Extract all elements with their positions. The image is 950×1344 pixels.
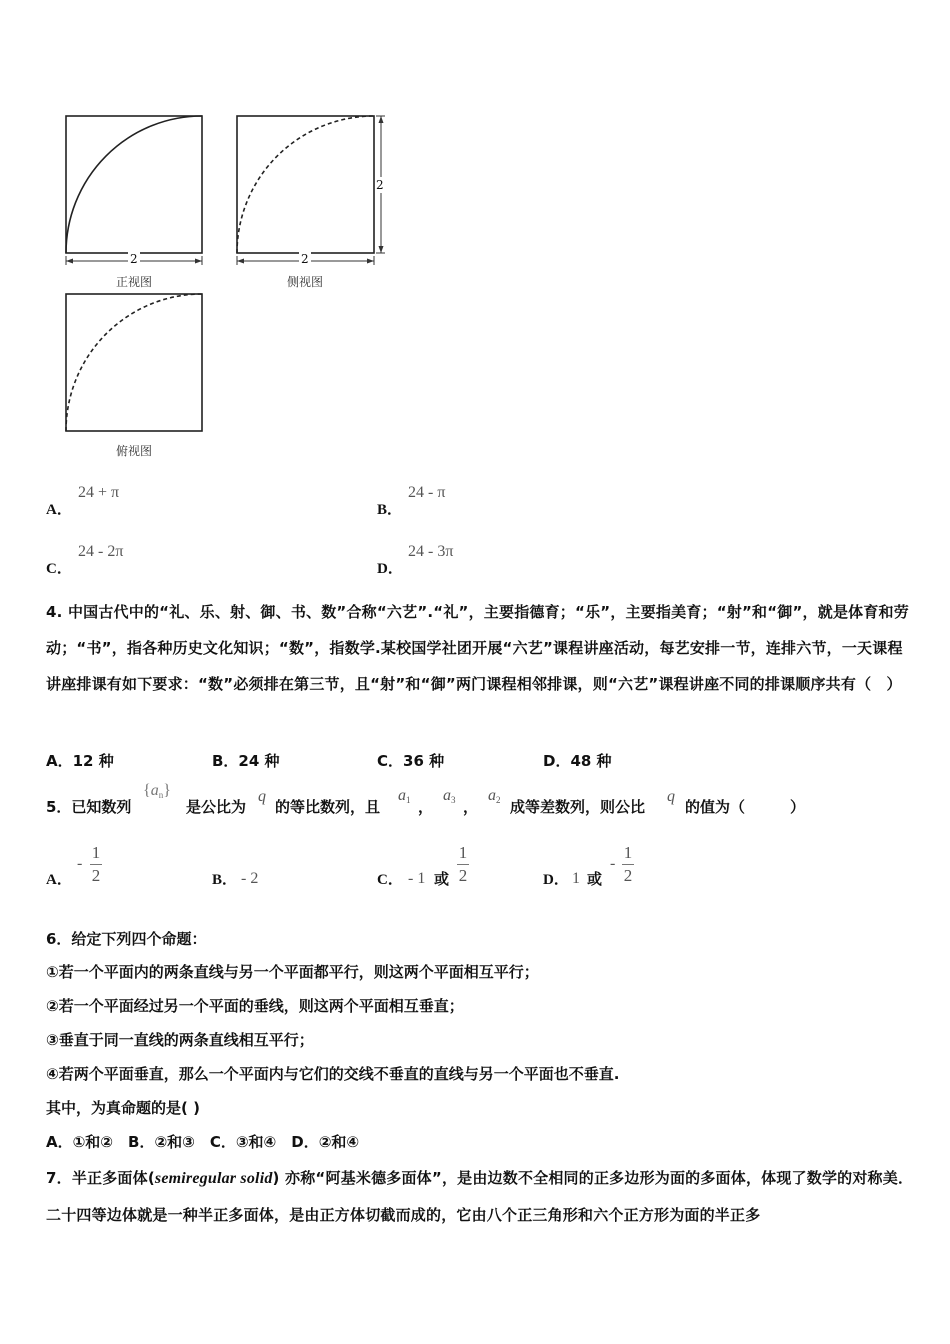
q5-part3: 的等比数列，且 [275, 798, 381, 816]
q4-option-b: B．24 种 [212, 752, 280, 770]
q6-options: A．①和② B．②和③ C．③和④ D．②和④ [46, 1133, 360, 1151]
side-view [237, 116, 385, 265]
q5-part5: 的值为（ ） [685, 798, 806, 816]
q5-part1: 5．已知数列 [46, 798, 132, 816]
front-dim-label: 2 [130, 252, 138, 266]
q3-option-c-expr: 24 - 2π [78, 543, 124, 560]
q5-option-d-minus: - [610, 855, 616, 872]
q3-option-d-letter: D． [377, 561, 403, 577]
q5-a-num: 1 [91, 843, 101, 862]
q5-part2: 是公比为 [186, 798, 247, 816]
q3-option-a-letter: A． [46, 502, 72, 518]
q5-ratio-var: q [258, 788, 266, 805]
q5-c-den: 2 [458, 866, 468, 885]
q4-text: 4. 中国古代中的“礼、乐、射、御、书、数”合称“六艺”.“礼”，主要指德育；“乐”，主要指美育；“射”和“御”，就是体育和劳动；“书”，指各种历史文化知识；“数”，指数学.某校国学社团开展“六艺”课程讲座活动，每艺安排一节，连排六节，一天课程讲座排课有如下要求：“数”必须排在第三节，且“射”和“御”两门课程相邻排课，则“六艺”课程讲座不同的排课顺序共有（ ） [46, 603, 909, 693]
q5-comma-2: ， [463, 798, 479, 816]
q7-english-term: semiregular solid [154, 1170, 273, 1187]
q5-a2-var: a [488, 787, 496, 804]
q5-option-c-or: 或 [434, 870, 450, 888]
q5-a-den: 2 [91, 866, 101, 885]
q6-title: 6．给定下列四个命题： [46, 930, 207, 948]
q5-option-c-value: - 1 [408, 870, 426, 887]
q6-item-3: ③垂直于同一直线的两条直线相互平行； [46, 1031, 314, 1049]
q6-item-1: ①若一个平面内的两条直线与另一个平面都平行，则这两个平面相互平行； [46, 963, 539, 981]
q5-a2 [488, 787, 501, 805]
q5-option-a-minus: - [77, 855, 83, 872]
q7-text [46, 1160, 916, 1233]
front-view-caption: 正视图 [116, 275, 153, 289]
q7-part1: 7．半正多面体( [46, 1169, 155, 1187]
q7-part2: ) 亦称“阿基米德多面体”，是由边数不全相同的正多边形为面的多面体，体现了数学的对称美．二十四等边体就是一种半正多面体，是由正方体切截而成的，它由八个正三角形和六个正方形为面的半正多 [46, 1169, 914, 1224]
q5-a2-sub: 2 [496, 795, 501, 805]
q5-d-den: 2 [623, 866, 633, 885]
side-height-label: 2 [376, 178, 384, 192]
q5-a1-var: a [398, 787, 406, 804]
top-view [66, 294, 202, 431]
q5-comma-1: ， [418, 798, 434, 816]
q5-sequence: {an} [143, 782, 171, 800]
q5-seq-var: a [150, 782, 159, 799]
q5-option-d-value: 1 [572, 870, 580, 887]
q3-option-d-expr: 24 - 3π [408, 543, 454, 560]
q5-a3-sub: 3 [451, 795, 456, 805]
q5-d-num: 1 [623, 843, 633, 862]
q5-a3 [443, 787, 456, 805]
q5-option-d-fraction [622, 843, 634, 886]
q5-option-b-letter: B． [212, 872, 238, 888]
side-view-caption: 侧视图 [287, 275, 324, 289]
q6-ask: 其中，为真命题的是( ) [46, 1099, 200, 1117]
q5-option-a-letter: A． [46, 872, 72, 888]
q3-option-c-letter: C． [46, 561, 72, 577]
q5-option-d-or: 或 [587, 870, 603, 888]
q5-option-c-letter: C． [377, 872, 403, 888]
q6-item-4: ④若两个平面垂直，那么一个平面内与它们的交线不垂直的直线与另一个平面也不垂直. [46, 1065, 620, 1083]
q5-seq-sub: n [158, 790, 164, 800]
q5-option-d-letter: D． [543, 872, 569, 888]
q5-option-c-fraction [457, 843, 469, 886]
q5-option-b-value: - 2 [241, 870, 259, 887]
q5-a1 [398, 787, 411, 805]
three-view-figure [0, 0, 400, 470]
q5-a1-sub: 1 [406, 795, 411, 805]
side-dim-label: 2 [301, 252, 309, 266]
q3-option-a-expr: 24 + π [78, 484, 120, 501]
q5-a3-var: a [443, 787, 451, 804]
q5-ratio-var-2: q [667, 788, 675, 805]
q4-option-d: D．48 种 [543, 752, 612, 770]
q4-option-a: A．12 种 [46, 752, 114, 770]
q3-option-b-letter: B． [377, 502, 403, 518]
q3-option-b-expr: 24 - π [408, 484, 446, 501]
q5-part4: 成等差数列，则公比 [510, 798, 646, 816]
q6-item-2: ②若一个平面经过另一个平面的垂线，则这两个平面相互垂直； [46, 997, 464, 1015]
top-view-caption: 俯视图 [116, 444, 153, 458]
q4-option-c: C．36 种 [377, 752, 445, 770]
q5-option-a-fraction [90, 843, 102, 886]
front-view [66, 116, 202, 265]
q5-c-num: 1 [458, 843, 468, 862]
